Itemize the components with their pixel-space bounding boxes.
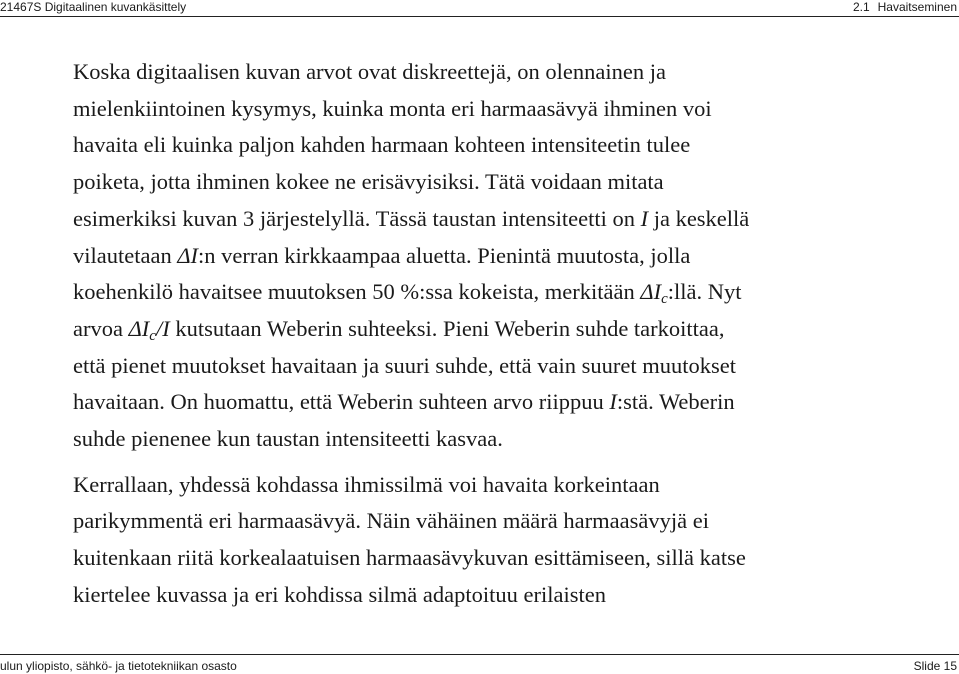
- math-subscript: c: [149, 327, 156, 344]
- section-heading: [853, 0, 957, 14]
- text-run: ja keskellä: [648, 205, 750, 231]
- text-line: [73, 503, 893, 540]
- text-run: että pienet muutokset havaitaan ja suuri suhde, että vain suuret muutokset: [73, 352, 736, 378]
- math-text: /I: [155, 315, 170, 341]
- text-run: suhde pienenee kun taustan intensiteetti kasvaa.: [73, 426, 503, 452]
- math-text: ΔI: [640, 279, 662, 305]
- math-text: ΔI: [128, 315, 150, 341]
- section-number: 2.1: [852, 0, 870, 14]
- slide-body: [73, 54, 893, 614]
- text-run: havaita eli kuinka paljon kahden harmaan kohteen intensiteetin tulee: [73, 132, 691, 158]
- footer-rule: [0, 654, 959, 655]
- text-line: [73, 91, 893, 128]
- institution-name: ulun yliopisto, sähkö- ja tietotekniikan osasto: [0, 659, 237, 673]
- math-subscript: c: [661, 291, 668, 308]
- text-run: Koska digitaalisen kuvan arvot ovat diskreettejä, on olennainen ja: [73, 59, 666, 84]
- math-text: I: [609, 389, 617, 415]
- text-run: mielenkiintoinen kysymys, kuinka monta eri harmaasävyä ihminen voi: [73, 95, 712, 121]
- slide-footer: [0, 656, 959, 674]
- section-title: Havaitseminen: [877, 0, 957, 14]
- math-symbol: [609, 389, 617, 414]
- math-symbol: [128, 315, 156, 344]
- text-line: [73, 238, 893, 275]
- math-text: ΔI: [177, 242, 199, 268]
- text-line: [73, 348, 893, 385]
- text-line: [73, 467, 893, 504]
- text-line: [73, 274, 893, 311]
- text-run: vilautetaan: [73, 242, 178, 268]
- text-line: [73, 201, 893, 238]
- course-title: 21467S Digitaalinen kuvankäsittely: [0, 0, 187, 14]
- text-line: [73, 421, 893, 458]
- text-run: kuitenkaan riitä korkealaatuisen harmaasävykuvan esittämiseen, sillä katse: [73, 545, 746, 571]
- paragraph: [73, 467, 893, 614]
- math-symbol: [177, 243, 198, 268]
- text-run: Kerrallaan, yhdessä kohdassa ihmissilmä voi havaita korkeintaan: [73, 471, 660, 497]
- math-symbol: [156, 316, 170, 341]
- text-run: koehenkilö havaitsee muutoksen 50 %:ssa kokeista, merkitään: [73, 279, 641, 305]
- text-line: [73, 311, 893, 348]
- text-run: :llä. Nyt: [667, 279, 742, 305]
- text-run: poiketa, jotta ihminen kokee ne erisävyisiksi. Tätä voidaan mitata: [73, 169, 664, 195]
- text-run: parikymmentä eri harmaasävyä. Näin vähäinen määrä harmaasävyjä ei: [73, 508, 709, 534]
- text-line: [73, 384, 893, 421]
- text-line: [73, 540, 893, 577]
- text-line: [73, 54, 893, 91]
- math-symbol: [641, 206, 649, 231]
- slide-number: Slide 15: [913, 659, 957, 673]
- math-symbol: [640, 279, 668, 308]
- slide-header: [0, 0, 959, 16]
- text-run: havaitaan. On huomattu, että Weberin suhteen arvo riippuu: [73, 389, 610, 415]
- math-text: I: [640, 205, 649, 231]
- text-line: [73, 577, 893, 614]
- text-run: :stä. Weberin: [616, 389, 735, 415]
- text-run: arvoa: [73, 315, 129, 341]
- header-rule: [0, 16, 959, 17]
- text-run: kutsutaan Weberin suhteeksi. Pieni Weberin suhde tarkoittaa,: [169, 315, 725, 341]
- text-run: esimerkiksi kuvan 3 järjestelyllä. Tässä taustan intensiteetti on: [73, 205, 641, 231]
- paragraph: [73, 54, 893, 458]
- text-line: [73, 127, 893, 164]
- text-run: kiertelee kuvassa ja eri kohdissa silmä adaptoituu erilaisten: [73, 581, 606, 607]
- text-line: [73, 164, 893, 201]
- text-run: :n verran kirkkaampaa aluetta. Pienintä muutosta, jolla: [198, 242, 691, 268]
